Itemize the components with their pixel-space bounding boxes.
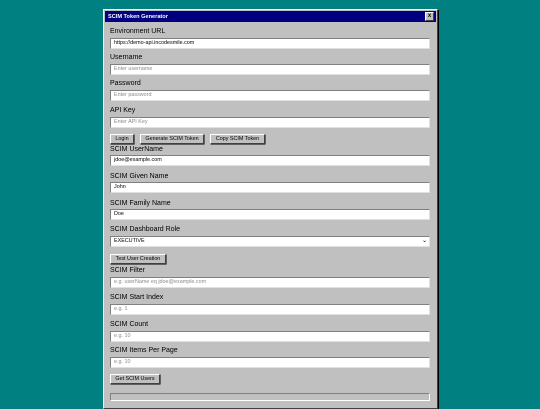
scim-count-label: SCIM Count	[110, 321, 149, 328]
scim-count-input[interactable]: e.g. 10	[110, 331, 430, 342]
close-icon: x	[427, 13, 432, 19]
scim-start-index-input[interactable]: e.g. 1	[110, 304, 430, 315]
scim-items-per-page-label: SCIM Items Per Page	[110, 347, 178, 354]
scim-family-name-label: SCIM Family Name	[110, 200, 171, 207]
scim-token-generator-window	[103, 9, 438, 409]
scim-given-name-label: SCIM Given Name	[110, 173, 169, 180]
scim-family-name-input[interactable]: Doe	[110, 209, 430, 220]
copy-scim-token-button[interactable]: Copy SCIM Token	[210, 134, 265, 144]
api-key-label: API Key	[110, 107, 136, 114]
window-title: SCIM Token Generator	[108, 13, 168, 20]
environment-url-input[interactable]: https://demo-api.incodesmile.com	[110, 38, 430, 49]
scim-dashboard-role-value: EXECUTIVE	[114, 238, 145, 244]
scim-dashboard-role-label: SCIM Dashboard Role	[110, 226, 181, 233]
password-input[interactable]: Enter password	[110, 90, 430, 101]
scim-given-name-input[interactable]: John	[110, 182, 430, 193]
username-input[interactable]: Enter username	[110, 64, 430, 75]
scim-start-index-label: SCIM Start Index	[110, 294, 164, 301]
environment-url-label: Environment URL	[110, 28, 166, 35]
scim-username-label: SCIM UserName	[110, 146, 163, 153]
progress-bar	[110, 393, 430, 401]
test-user-creation-button[interactable]: Test User Creation	[110, 254, 166, 264]
api-key-input[interactable]: Enter API Key	[110, 117, 430, 128]
generate-scim-token-button[interactable]: Generate SCIM Token	[140, 134, 204, 144]
get-scim-users-button[interactable]: Get SCIM Users	[110, 374, 160, 384]
username-label: Username	[110, 54, 143, 61]
close-button[interactable]	[425, 12, 434, 21]
scim-filter-label: SCIM Filter	[110, 267, 145, 274]
scim-items-per-page-input[interactable]: e.g. 10	[110, 357, 430, 368]
password-label: Password	[110, 80, 141, 87]
scim-dashboard-role-select[interactable]	[110, 236, 430, 247]
login-button[interactable]: Login	[110, 134, 134, 144]
title-bar[interactable]	[105, 11, 436, 22]
scim-filter-input[interactable]: e.g. userName eq jdoe@example.com	[110, 277, 430, 288]
chevron-down-icon: ⌄	[421, 238, 427, 244]
scim-username-input[interactable]: jdoe@example.com	[110, 155, 430, 166]
